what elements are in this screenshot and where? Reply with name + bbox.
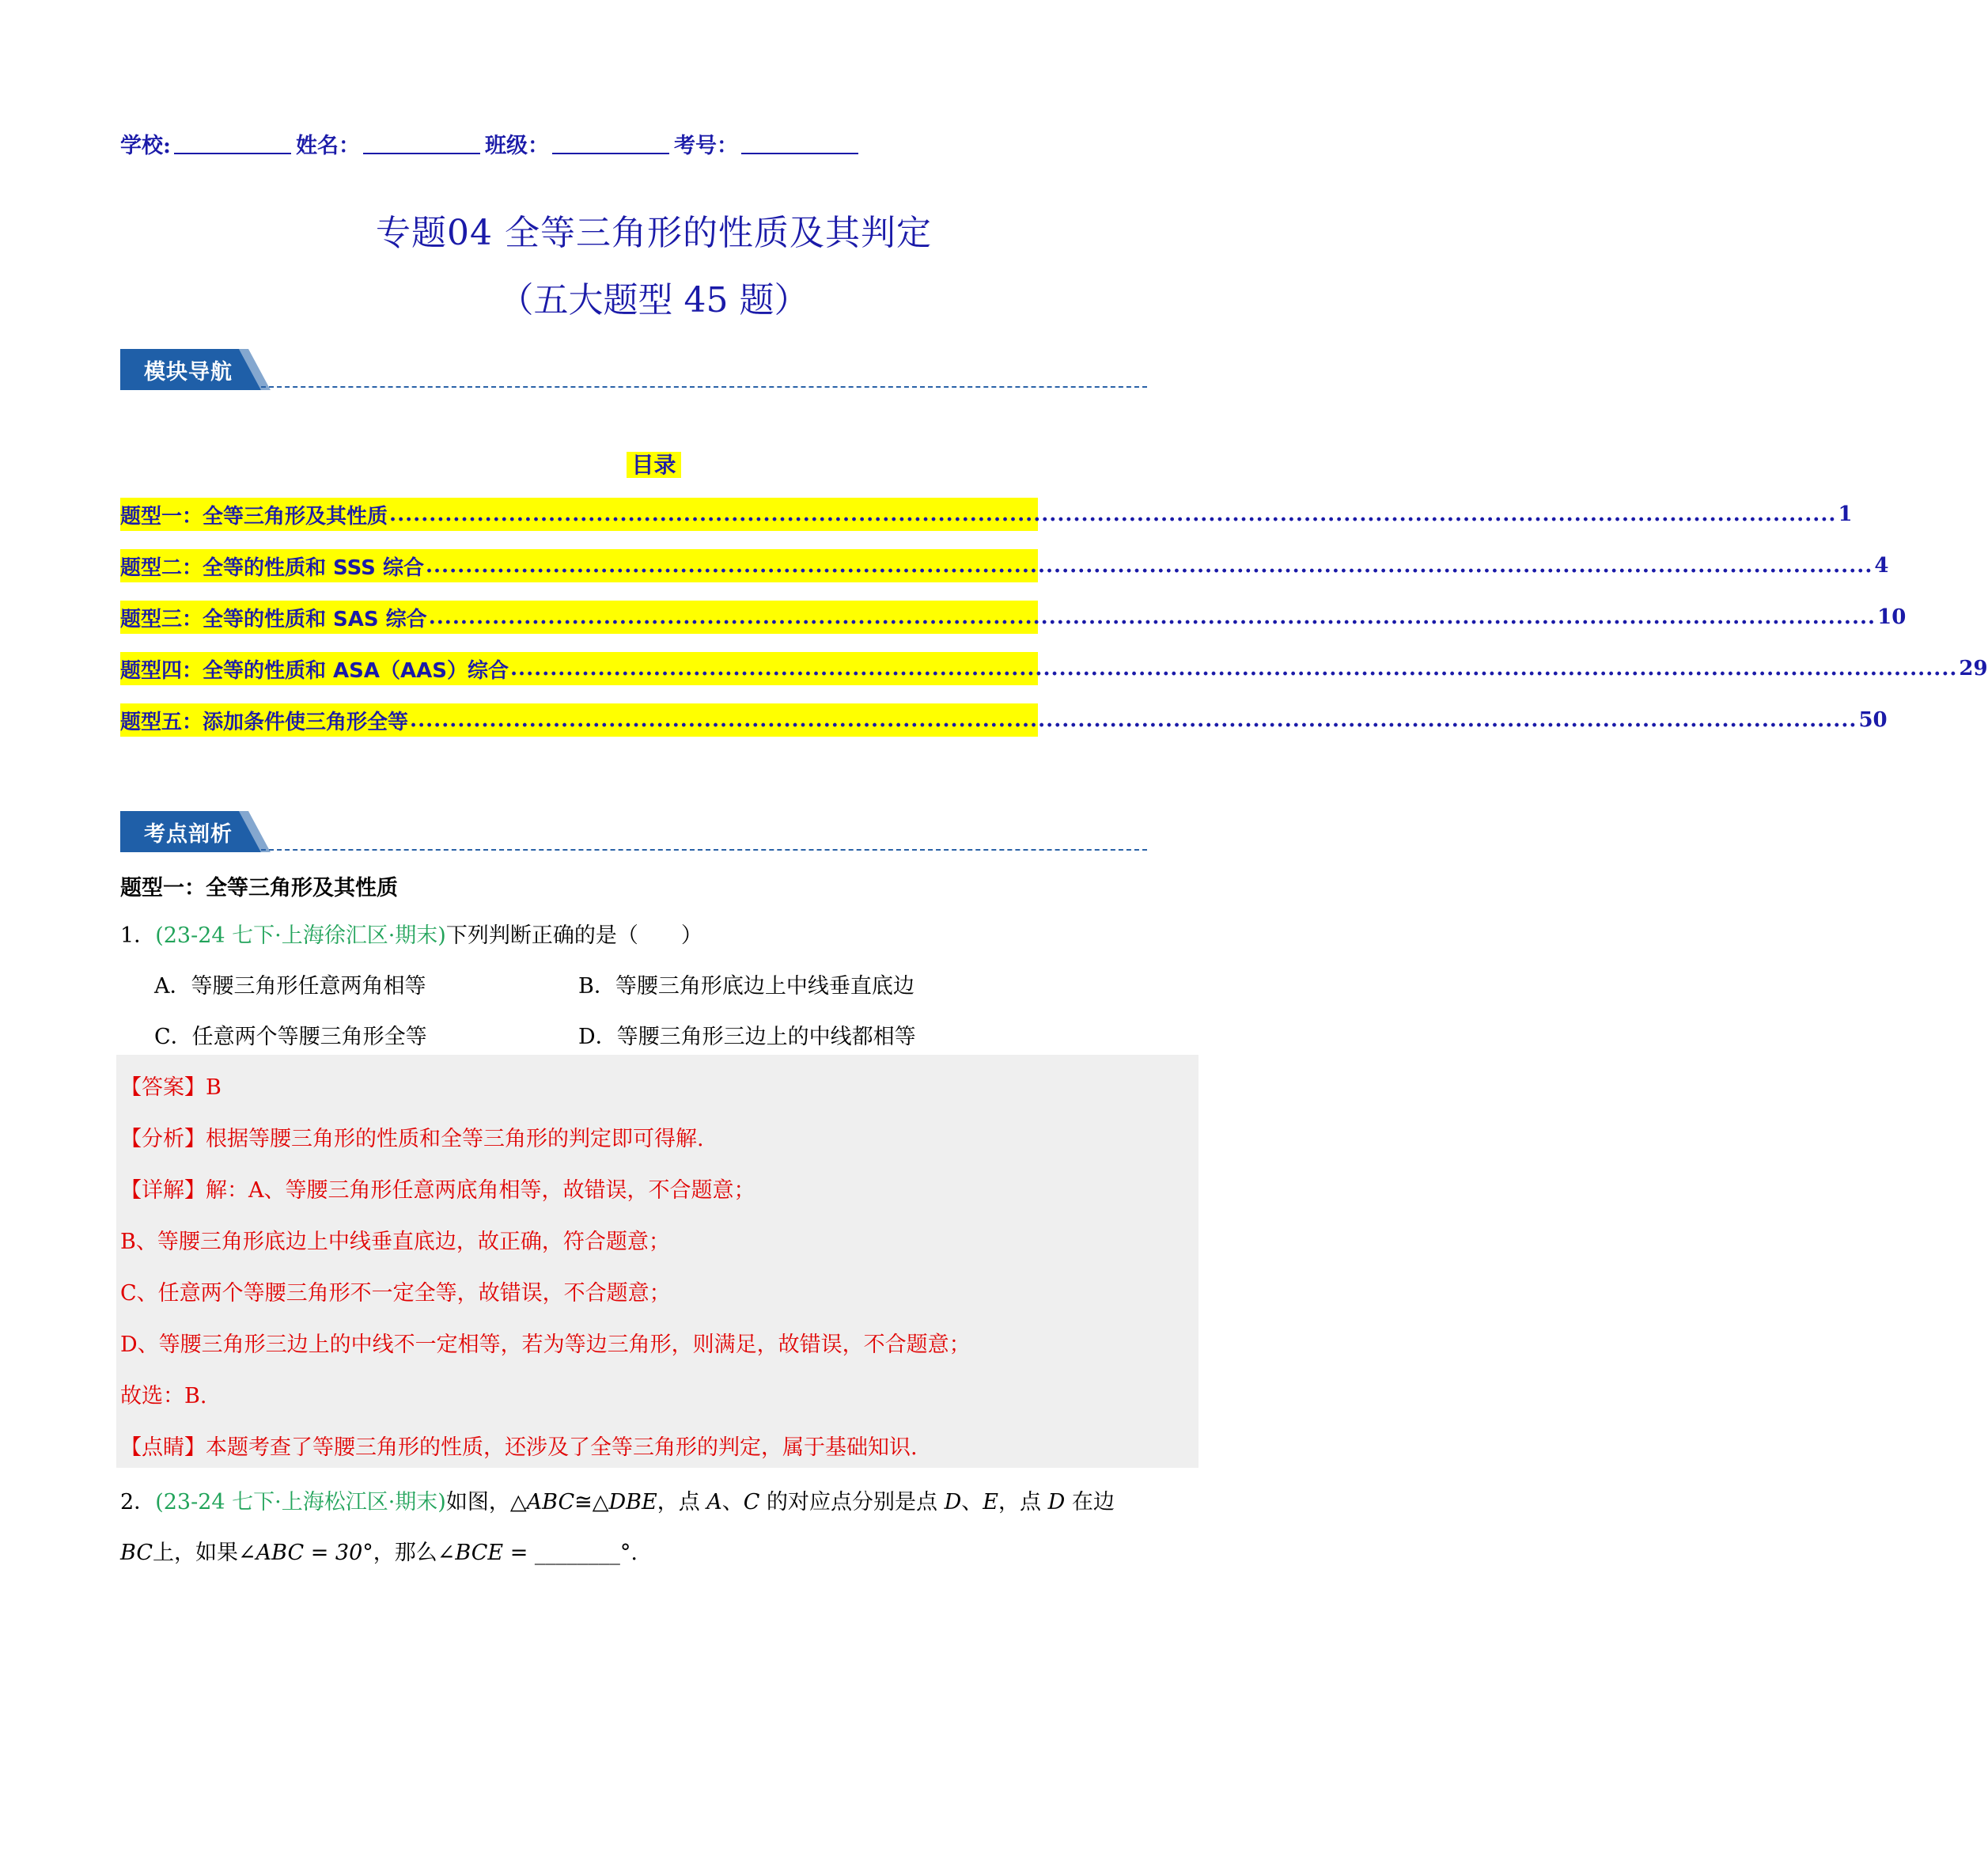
exam-number-blank[interactable] bbox=[741, 135, 858, 154]
question-text: °. bbox=[619, 1541, 638, 1565]
question-stem: 下列判断正确的是（ ） bbox=[445, 923, 702, 948]
toc-item-page: 1 bbox=[1838, 502, 1853, 526]
section-tab-analysis bbox=[120, 806, 271, 852]
toc-item[interactable] bbox=[120, 498, 1853, 531]
section-tab-nav bbox=[120, 344, 271, 390]
analysis-line: 【分析】根据等腰三角形的性质和全等三角形的判定即可得解. bbox=[120, 1127, 704, 1151]
question-text: ，那么 bbox=[373, 1541, 437, 1565]
detail-line-d: D、等腰三角形三边上的中线不一定相等，若为等边三角形，则满足，故错误，不合题意； bbox=[120, 1333, 971, 1357]
question-number: 2． bbox=[120, 1490, 156, 1514]
toc-item-page: 10 bbox=[1877, 605, 1907, 629]
option-b[interactable]: B．等腰三角形底边上中线垂直底边 bbox=[578, 974, 914, 999]
option-d[interactable]: D．等腰三角形三边上的中线都相等 bbox=[578, 1025, 916, 1049]
question-source: (23-24 七下·上海徐汇区·期末) bbox=[155, 923, 446, 948]
section-tab-nav-label: 模块导航 bbox=[144, 360, 233, 385]
question-text: 在边 bbox=[1065, 1490, 1115, 1514]
page-subtitle: （五大题型 45 题） bbox=[498, 280, 809, 320]
name-label: 姓名： bbox=[295, 134, 360, 158]
question-number: 1． bbox=[120, 923, 156, 948]
school-label: 学校: bbox=[120, 134, 171, 158]
class-blank[interactable] bbox=[552, 135, 669, 154]
segment-label: BC bbox=[120, 1541, 153, 1565]
toc-leader: ...................................................................................................................................................................................... bbox=[510, 657, 1958, 680]
toc-item-page: 50 bbox=[1858, 708, 1888, 732]
toc-item-label: 题型四：全等的性质和 ASA（AAS）综合 bbox=[120, 658, 509, 683]
question-text: ，点 bbox=[998, 1490, 1048, 1514]
section-divider bbox=[261, 849, 1147, 851]
point-label: C bbox=[743, 1490, 760, 1514]
answer-block bbox=[116, 1055, 1198, 1468]
question-2 bbox=[120, 1484, 1115, 1515]
point-label: D bbox=[1047, 1490, 1066, 1514]
class-label: 班级： bbox=[484, 134, 549, 158]
toc-item-label: 题型二：全等的性质和 SSS 综合 bbox=[120, 555, 424, 580]
section-divider bbox=[261, 386, 1147, 388]
toc-item-page: 29 bbox=[1959, 657, 1988, 680]
congruent-symbol: ≅ bbox=[574, 1490, 593, 1514]
point-label: E bbox=[983, 1490, 999, 1514]
question-text: 、 bbox=[721, 1490, 744, 1514]
option-c[interactable]: C．任意两个等腰三角形全等 bbox=[154, 1025, 427, 1049]
detail-line-b: B、等腰三角形底边上中线垂直底边，故正确，符合题意； bbox=[120, 1230, 670, 1254]
toc-item[interactable] bbox=[120, 601, 1907, 634]
question-2-line-2 bbox=[120, 1535, 638, 1566]
question-1 bbox=[120, 918, 702, 949]
exam-number-label: 考号： bbox=[673, 134, 738, 158]
answer-blank[interactable]: ________ bbox=[534, 1541, 620, 1565]
toc-item-label: 题型一：全等三角形及其性质 bbox=[120, 504, 388, 529]
angle-expression: ∠ABC = 30° bbox=[238, 1541, 373, 1565]
detail-line: 【详解】解：A、等腰三角形任意两底角相等，故错误，不合题意； bbox=[120, 1178, 755, 1203]
toc-item-label: 题型五：添加条件使三角形全等 bbox=[120, 710, 409, 734]
section-tab-analysis-label: 考点剖析 bbox=[144, 822, 233, 847]
student-info-line bbox=[120, 128, 863, 159]
toc-item-page: 4 bbox=[1874, 554, 1889, 578]
toc-leader: ...................................................................................................................................................................................... bbox=[428, 605, 1876, 629]
question-text: 的对应点分别是点 bbox=[759, 1490, 945, 1514]
toc-item[interactable] bbox=[120, 703, 1888, 737]
toc-leader: ...................................................................................................................................................................................... bbox=[410, 708, 1857, 732]
point-label: A bbox=[706, 1490, 722, 1514]
detail-line-c: C、任意两个等腰三角形不一定全等，故错误，不合题意； bbox=[120, 1281, 671, 1306]
angle-expression: ∠BCE = bbox=[437, 1541, 535, 1565]
school-blank[interactable] bbox=[174, 135, 291, 154]
toc-leader: ...................................................................................................................................................................................... bbox=[389, 502, 1837, 526]
triangle-label: △ABC bbox=[509, 1490, 575, 1514]
toc-leader: ...................................................................................................................................................................................... bbox=[425, 554, 1873, 578]
question-text: 、 bbox=[961, 1490, 983, 1514]
toc-item-label: 题型三：全等的性质和 SAS 综合 bbox=[120, 607, 427, 631]
question-text: 上，如果 bbox=[153, 1541, 239, 1565]
toc-title: 目录 bbox=[0, 448, 1308, 480]
toc-item[interactable] bbox=[120, 549, 1889, 582]
choice-line: 故选：B. bbox=[120, 1384, 207, 1408]
point-label: D bbox=[944, 1490, 962, 1514]
question-text: 如图， bbox=[445, 1490, 510, 1514]
page-title: 专题04 全等三角形的性质及其判定 bbox=[376, 213, 932, 253]
toc-item[interactable] bbox=[120, 652, 1988, 685]
triangle-label: △DBE bbox=[592, 1490, 657, 1514]
question-source: (23-24 七下·上海松江区·期末) bbox=[155, 1490, 446, 1514]
section-heading: 题型一：全等三角形及其性质 bbox=[120, 876, 398, 900]
answer-line: 【答案】B bbox=[120, 1075, 222, 1100]
option-a[interactable]: A．等腰三角形任意两角相等 bbox=[154, 974, 426, 999]
comment-line: 【点睛】本题考查了等腰三角形的性质，还涉及了全等三角形的判定，属于基础知识. bbox=[120, 1435, 918, 1460]
question-text: ，点 bbox=[657, 1490, 707, 1514]
name-blank[interactable] bbox=[363, 135, 480, 154]
